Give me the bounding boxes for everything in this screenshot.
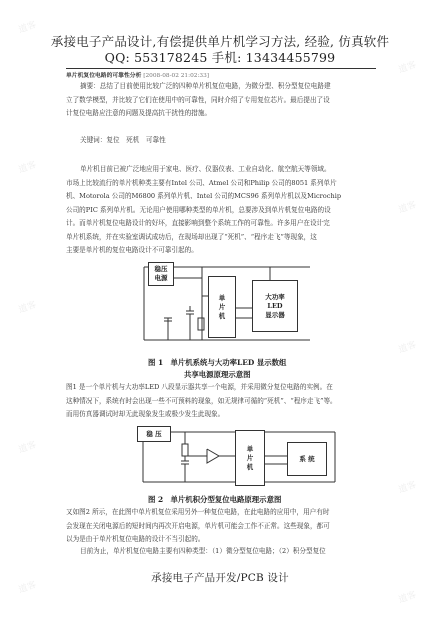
system-box: 系 统 <box>287 442 327 476</box>
watermark: 道客 <box>397 590 418 606</box>
watermark: 道客 <box>17 300 38 316</box>
watermark: 道客 <box>397 340 418 356</box>
figure-1-diagram <box>140 258 320 353</box>
figure-2-diagram <box>135 426 345 490</box>
figure-2-caption: 图 2 单片机积分型复位电路原理示意图 <box>148 495 282 504</box>
paragraph-line: 市场上比较流行的单片机种类主要有Intel 公司、Atmel 公司和Philip 公司的8051 系列单片 <box>66 178 337 187</box>
figure-1-caption-line-1: 图 1 单片机系统与大功率LED 显示数组 <box>148 358 287 367</box>
paragraph-line: 公司的PIC 系列单片机。无论用户使用哪种类型的单片机，总要涉及到单片机复位电路的设 <box>66 205 331 214</box>
paragraph-line: 主要是单片机的复位电路设计不可靠引起的。 <box>66 246 198 254</box>
paragraph-line: 图1 是一个单片机与大功率LED 八段显示器共享一个电源，并采用微分复位电路的实例。在 <box>66 383 333 391</box>
footer-text: 承接电子产品开发/PCB 设计 <box>151 572 289 584</box>
abstract-line: 立了数学模型，并比较了它们在使用中的可靠性，同时介绍了专用复位芯片。最后提出了设 <box>66 95 330 104</box>
paragraph-figure-2 <box>66 506 378 547</box>
paragraph-line: 机、Motorola 公司的M6800 系列单片机、Intel 公司的MCS96 系列单片机以及Microchip <box>66 192 342 200</box>
mcu-box: 单 片 机 <box>208 276 236 338</box>
watermark: 道客 <box>397 60 418 76</box>
paragraph-line: 单片机系统，并在实验室调试成功后，在现场却出现了“死机”、“程序走飞”等现象，这 <box>66 232 317 241</box>
watermark: 道客 <box>397 200 418 216</box>
abstract-line: 计复位电路应注意的问题及提高抗干扰性的措施。 <box>66 109 212 117</box>
watermark: 道客 <box>17 20 38 36</box>
paragraph-types: 目前为止，单片机复位电路主要有四种类型：（1）微分型复位电路；（2）积分型复位 <box>80 547 326 555</box>
header-divider <box>66 68 376 69</box>
power-supply-box: 稳压 电源 <box>148 262 174 286</box>
paragraph-line: 以为是由于单片机复位电路的设计不当引起的。 <box>66 535 205 543</box>
power-supply-box: 稳 压 <box>137 426 171 442</box>
watermark: 道客 <box>17 160 38 176</box>
paragraph-line: 这种情况下，系统有时会出现一些不可预料的现象，如无规律可循的“死机”、“程序走飞”等。 <box>66 396 337 405</box>
abstract <box>66 80 378 121</box>
article-date: [2008-08-02 21:02:33] <box>143 73 210 79</box>
header-line-2: QQ: 553178245 手机: 13434455799 <box>104 50 336 65</box>
mcu-box: 单 片 机 <box>235 430 265 486</box>
paragraph-line: 计。而单片机复位电路设计的好坏，直接影响到整个系统工作的可靠性。许多用户在设计完 <box>66 219 330 227</box>
article-title-row <box>66 70 209 79</box>
watermark: 道客 <box>17 440 38 456</box>
watermark: 道客 <box>17 580 38 596</box>
abstract-line: 摘要：总结了目前使用比较广泛的四种单片机复位电路，为微分型、积分型复位电路建 <box>80 82 331 90</box>
header-line-1: 承接电子产品设计,有偿提供单片机学习方法, 经验, 仿真软件 <box>50 34 390 49</box>
paragraph-line: 又如图2 所示，在此图中单片机复位采用另外一种复位电路，在此电路的应用中，用户有时 <box>66 508 330 516</box>
keywords: 关键词：复位 死机 可靠性 <box>80 136 166 144</box>
paragraph-line: 单片机目前已被广泛地应用于家电、医疗、仪器仪表、工业自动化、航空航天等领域。 <box>80 165 331 173</box>
led-display-box: 大功率 LED 显示器 <box>252 280 298 332</box>
paragraph-line: 而用仿真器调试时却无此现象发生或极少发生此现象。 <box>66 410 225 418</box>
paragraph-intro <box>66 163 378 258</box>
paragraph-line: 会发现在关闭电源后的短时间内再次开启电源，单片机可能会工作不正常。这些现象，都可 <box>66 521 330 530</box>
article-title: 单片机复位电路的可靠性分析 <box>66 73 142 79</box>
paragraph-figure-1 <box>66 381 378 422</box>
watermark: 道客 <box>397 480 418 496</box>
figure-1-caption-line-2: 共享电源原理示意图 <box>184 370 251 379</box>
